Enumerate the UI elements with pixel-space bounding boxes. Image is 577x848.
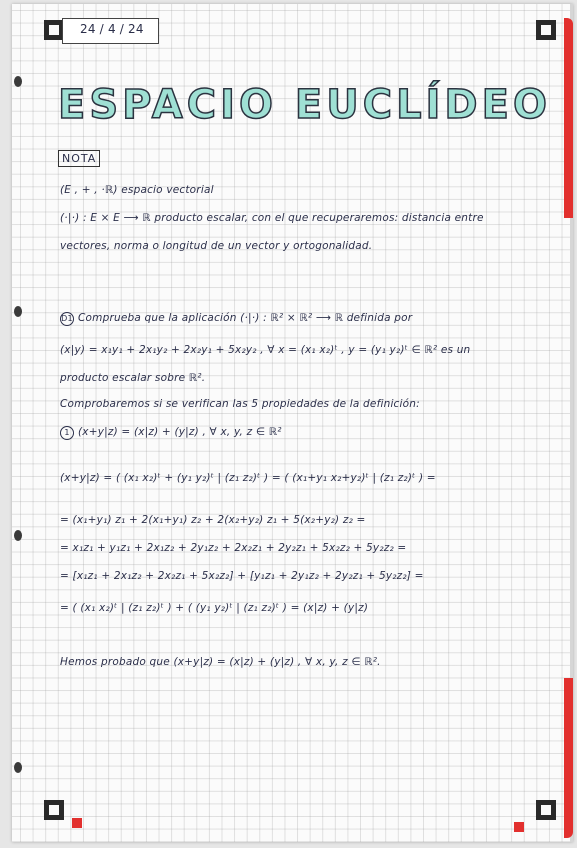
corner-marker-icon: [44, 800, 64, 820]
page-edge-red-bottom: [564, 678, 573, 838]
binding-hole: [14, 762, 22, 773]
exercise-statement-line: producto escalar sobre ℝ².: [60, 372, 206, 384]
corner-red-mark: [72, 818, 82, 828]
corner-marker-icon: [536, 800, 556, 820]
derivation-line: (x+y|z) = ( (x₁ x₂)ᵗ + (y₁ y₂)ᵗ | (z₁ z₂)ᵗ ) = ( (x₁+y₁ x₂+y₂)ᵗ | (z₁ z₂)ᵗ ) =: [60, 472, 436, 484]
nota-line: (E , + , ·ℝ) espacio vectorial: [60, 184, 214, 196]
exercise-statement-line: D1 Comprueba que la aplicación (·|·) : ℝ² × ℝ² ⟶ ℝ definida por: [61, 312, 413, 324]
binding-hole: [14, 76, 22, 87]
page-edge-red-top: [564, 18, 573, 218]
corner-red-mark: [514, 822, 524, 832]
exercise-statement-line: Comprobaremos si se verifican las 5 propiedades de la definición:: [60, 398, 420, 410]
nota-line: (·|·) : E × E ⟶ ℝ producto escalar, con el que recuperaremos: distancia entre: [60, 212, 484, 224]
conclusion-line: Hemos probado que (x+y|z) = (x|z) + (y|z) , ∀ x, y, z ∈ ℝ².: [60, 656, 381, 668]
property-line: 1 (x+y|z) = (x|z) + (y|z) , ∀ x, y, z ∈ ℝ²: [60, 426, 282, 440]
derivation-line: = ( (x₁ x₂)ᵗ | (z₁ z₂)ᵗ ) + ( (y₁ y₂)ᵗ | (z₁ z₂)ᵗ ) = (x|z) + (y|z): [60, 602, 369, 614]
derivation-line: = [x₁z₁ + 2x₁z₂ + 2x₂z₁ + 5x₂z₂] + [y₁z₁ + 2y₁z₂ + 2y₂z₁ + 5y₂z₂] =: [60, 570, 424, 582]
nota-line: vectores, norma o longitud de un vector y ortogonalidad.: [60, 240, 373, 252]
page-title: ESPACIO EUCLÍDEO: [58, 82, 551, 128]
binding-hole: [14, 306, 22, 317]
corner-marker-icon: [536, 20, 556, 40]
date-text: 24 / 4 / 24: [80, 22, 144, 36]
derivation-line: = (x₁+y₁) z₁ + 2(x₁+y₁) z₂ + 2(x₂+y₂) z₁ + 5(x₂+y₂) z₂ =: [60, 514, 366, 526]
derivation-line: = x₁z₁ + y₁z₁ + 2x₁z₂ + 2y₁z₂ + 2x₂z₁ + 2y₂z₁ + 5x₂z₂ + 5y₂z₂ =: [60, 542, 407, 554]
binding-hole: [14, 530, 22, 541]
exercise-number-badge: D1: [60, 312, 74, 326]
property-number-badge: 1: [60, 426, 74, 440]
corner-marker-icon: [44, 20, 64, 40]
exercise-statement-line: (x|y) = x₁y₁ + 2x₁y₂ + 2x₂y₁ + 5x₂y₂ , ∀ x = (x₁ x₂)ᵗ , y = (y₁ y₂)ᵗ ∈ ℝ² es un: [60, 344, 471, 356]
notebook-page: [12, 4, 573, 842]
nota-label: NOTA: [58, 150, 100, 167]
